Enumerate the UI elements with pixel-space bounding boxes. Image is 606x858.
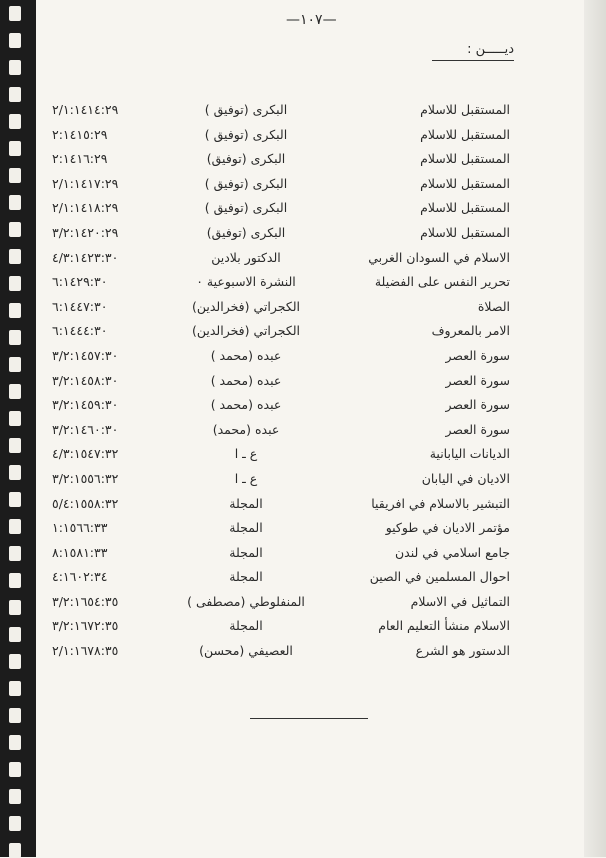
film-hole bbox=[9, 762, 21, 777]
entry-reference: ٢/١:١٦٧٨:٣٥ bbox=[52, 643, 119, 659]
entry-author: العصيفي (محسن) bbox=[199, 643, 293, 659]
entry-row bbox=[0, 127, 606, 152]
entry-reference: ٣/٢:١٦٧٢:٣٥ bbox=[52, 618, 119, 634]
entry-row bbox=[0, 471, 606, 496]
entry-row bbox=[0, 274, 606, 299]
entry-row bbox=[0, 348, 606, 373]
entry-title: الدستور هو الشرع bbox=[415, 643, 510, 659]
entry-row bbox=[0, 446, 606, 471]
film-hole bbox=[9, 843, 21, 858]
entry-title: التبشير بالاسلام في افريقيا bbox=[371, 495, 510, 511]
entry-author: عبده (محمد ) bbox=[210, 372, 282, 388]
entry-author: البكرى (توفيق ) bbox=[204, 175, 288, 191]
entry-title: سورة العصر bbox=[445, 372, 510, 388]
entry-reference: ٦:١٤٤٤:٣٠ bbox=[52, 323, 108, 339]
entry-title: الديانات اليابانية bbox=[429, 446, 510, 462]
entry-title: المستقبل للاسلام bbox=[420, 126, 510, 142]
entry-reference: ٣/٢:١٤٥٧:٣٠ bbox=[52, 347, 119, 363]
entry-row bbox=[0, 545, 606, 570]
entry-author: البكرى (توفيق ) bbox=[204, 200, 288, 216]
entry-row bbox=[0, 299, 606, 324]
entry-row bbox=[0, 102, 606, 127]
entry-title: المستقبل للاسلام bbox=[420, 200, 510, 216]
entry-reference: ٣/٢:١٤٢٠:٢٩ bbox=[52, 224, 119, 240]
entry-row bbox=[0, 496, 606, 521]
entry-author: المجلة bbox=[229, 520, 263, 536]
entry-title: الاسلام في السودان الغربي bbox=[368, 249, 510, 265]
bottom-rule bbox=[250, 718, 368, 719]
entry-reference: ٤/٣:١٥٤٧:٣٢ bbox=[52, 446, 119, 462]
entry-title: المستقبل للاسلام bbox=[420, 151, 510, 167]
entry-reference: ٤/٣:١٤٢٣:٣٠ bbox=[52, 249, 119, 265]
entry-author: النشرة الاسبوعية ٠ bbox=[196, 274, 296, 290]
film-hole bbox=[9, 6, 21, 21]
entry-author: البكرى (توفيق ) bbox=[204, 126, 288, 142]
entry-reference: ٥/٤:١٥٥٨:٣٢ bbox=[52, 495, 119, 511]
film-hole bbox=[9, 681, 21, 696]
entry-title: الصلاة bbox=[477, 298, 510, 314]
entry-reference: ٢/١:١٤١٧:٢٩ bbox=[52, 175, 119, 191]
entry-row bbox=[0, 250, 606, 275]
entry-row bbox=[0, 618, 606, 643]
entry-reference: ٦:١٤٤٧:٣٠ bbox=[52, 298, 108, 314]
film-hole bbox=[9, 60, 21, 75]
entry-author: الكجراتي (فخرالدين) bbox=[191, 323, 301, 339]
entry-row bbox=[0, 569, 606, 594]
entry-author: ع ـ ا bbox=[234, 446, 258, 462]
entry-title: المستقبل للاسلام bbox=[420, 102, 510, 117]
film-hole bbox=[9, 816, 21, 831]
entry-title: الاديان في اليابان bbox=[421, 470, 510, 486]
entry-author: المجلة bbox=[229, 495, 263, 511]
entry-row bbox=[0, 422, 606, 447]
entry-reference: ٢/١:١٤١٨:٢٩ bbox=[52, 200, 119, 216]
entry-reference: ١:١٥٦٦:٣٣ bbox=[52, 520, 108, 536]
entry-author: المجلة bbox=[229, 618, 263, 634]
entry-author: المنفلوطي (مصطفى ) bbox=[187, 593, 305, 609]
entry-title: سورة العصر bbox=[445, 347, 510, 363]
entry-title: جامع اسلامي في لندن bbox=[394, 544, 510, 560]
entry-reference: ٦:١٤٢٩:٣٠ bbox=[52, 274, 108, 290]
entry-reference: ٤:١٦٠٢:٣٤ bbox=[52, 569, 108, 585]
entry-author: البكرى (توفيق) bbox=[206, 151, 286, 167]
entry-author: المجلة bbox=[229, 544, 263, 560]
entry-row bbox=[0, 151, 606, 176]
entry-row bbox=[0, 373, 606, 398]
entry-title: الامر بالمعروف bbox=[431, 323, 510, 339]
page-number: —١٠٧— bbox=[286, 12, 337, 28]
entry-title: التماثيل في الاسلام bbox=[410, 593, 510, 609]
entry-reference: ٣/٢:١٤٥٨:٣٠ bbox=[52, 372, 119, 388]
entry-title: سورة العصر bbox=[445, 421, 510, 437]
entry-author: البكرى (توفيق ) bbox=[204, 102, 288, 117]
film-hole bbox=[9, 735, 21, 750]
entry-title: الاسلام منشأ التعليم العام bbox=[378, 618, 510, 634]
entry-author: المجلة bbox=[229, 569, 263, 585]
entry-title: مؤتمر الاديان في طوكيو bbox=[385, 520, 510, 536]
entry-reference: ٣/٢:١٤٦٠:٣٠ bbox=[52, 421, 119, 437]
entry-title: تحرير النفس على الفضيلة bbox=[374, 274, 510, 290]
entry-row bbox=[0, 643, 606, 668]
entry-title: المستقبل للاسلام bbox=[420, 175, 510, 191]
entry-author: عبده (محمد) bbox=[212, 421, 280, 437]
entry-reference: ٢:١٤١٥:٢٩ bbox=[52, 126, 108, 142]
entry-reference: ٢:١٤١٦:٢٩ bbox=[52, 151, 108, 167]
entry-author: الدكتور بلادين bbox=[211, 249, 281, 265]
entry-author: الكجراتي (فخرالدين) bbox=[191, 298, 301, 314]
entry-row bbox=[0, 176, 606, 201]
film-hole bbox=[9, 87, 21, 102]
entry-author: عبده (محمد ) bbox=[210, 347, 282, 363]
section-heading: ديـــــن : bbox=[432, 42, 514, 61]
entry-author: ع ـ ا bbox=[234, 470, 258, 486]
film-hole bbox=[9, 789, 21, 804]
entry-reference: ٨:١٥٨١:٣٣ bbox=[52, 544, 108, 560]
entry-reference: ٣/٢:١٦٥٤:٣٥ bbox=[52, 593, 119, 609]
entry-row bbox=[0, 397, 606, 422]
entry-author: البكرى (توفيق) bbox=[206, 224, 286, 240]
entry-row bbox=[0, 594, 606, 619]
entry-title: سورة العصر bbox=[445, 397, 510, 413]
entry-row bbox=[0, 225, 606, 250]
entry-row bbox=[0, 520, 606, 545]
entry-row bbox=[0, 323, 606, 348]
entry-reference: ٣/٢:١٥٥٦:٣٢ bbox=[52, 470, 119, 486]
film-hole bbox=[9, 33, 21, 48]
entry-author: عبده (محمد ) bbox=[210, 397, 282, 413]
entries-list bbox=[0, 102, 606, 668]
film-hole bbox=[9, 708, 21, 723]
entry-title: المستقبل للاسلام bbox=[420, 224, 510, 240]
entry-reference: ٢/١:١٤١٤:٢٩ bbox=[52, 102, 119, 117]
entry-title: احوال المسلمين في الصين bbox=[369, 569, 510, 585]
entry-row bbox=[0, 200, 606, 225]
entry-reference: ٣/٢:١٤٥٩:٣٠ bbox=[52, 397, 119, 413]
